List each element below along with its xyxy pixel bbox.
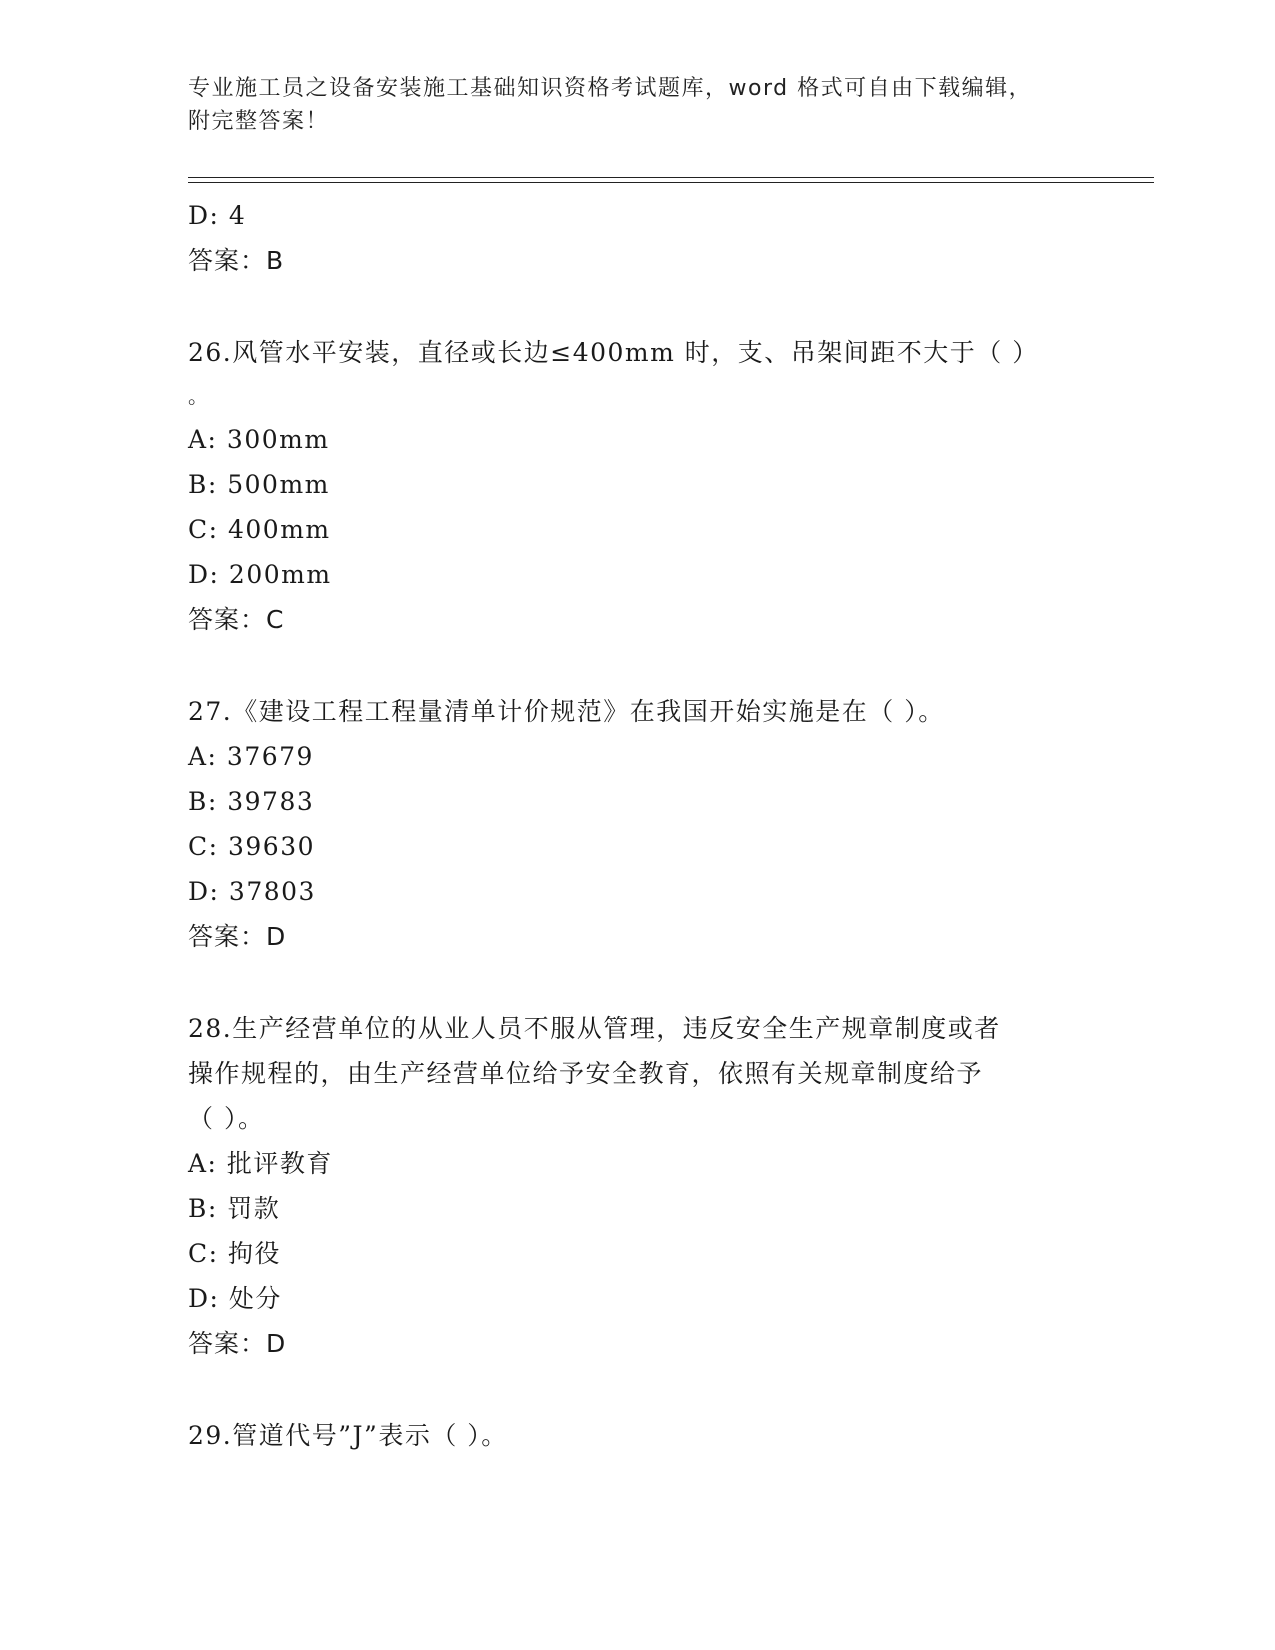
- spacer: [188, 642, 1088, 689]
- question-28: [188, 1006, 1088, 1366]
- document-header: [188, 72, 1068, 138]
- spacer: [188, 283, 1088, 330]
- option-c: C: 400mm: [188, 515, 331, 544]
- answer-line: 答案：C: [188, 605, 285, 634]
- question-text-cont: 。: [188, 384, 210, 408]
- question-27: [188, 689, 1088, 959]
- answer-line: 答案：D: [188, 922, 287, 951]
- header-rule-top: [188, 177, 1154, 178]
- question-text: 26.风管水平安装，直径或长边≤400mm 时，支、吊架间距不大于（ ）: [188, 338, 1039, 367]
- question-text: 27.《建设工程工程量清单计价规范》在我国开始实施是在（ ）。: [188, 697, 945, 726]
- option-b: B: 39783: [188, 787, 315, 816]
- header-rule-bottom: [188, 182, 1154, 183]
- question-text-cont: 操作规程的，由生产经营单位给予安全教育，依照有关规章制度给予: [188, 1059, 984, 1088]
- question-26: [188, 330, 1088, 642]
- question-29: [188, 1413, 1088, 1458]
- option-c: C: 拘役: [188, 1239, 281, 1268]
- option-d: D: 37803: [188, 877, 316, 906]
- answer-line: 答案：B: [188, 246, 285, 275]
- question-text: 28.生产经营单位的从业人员不服从管理，违反安全生产规章制度或者: [188, 1014, 1001, 1043]
- spacer: [188, 959, 1088, 1006]
- question-list: [188, 193, 1088, 1458]
- answer-line: 答案：D: [188, 1329, 287, 1358]
- option-b: B: 罚款: [188, 1194, 281, 1223]
- option-d: D: 200mm: [188, 560, 332, 589]
- question-text-cont: （ ）。: [188, 1104, 265, 1133]
- option-a: A: 批评教育: [188, 1149, 333, 1178]
- spacer: [188, 1366, 1088, 1413]
- option-c: C: 39630: [188, 832, 316, 861]
- header-line-2: 附完整答案！: [188, 109, 330, 134]
- option-b: B: 500mm: [188, 470, 330, 499]
- option-a: A: 300mm: [188, 425, 330, 454]
- option-d: D: 4: [188, 201, 247, 230]
- option-a: A: 37679: [188, 742, 314, 771]
- header-line-1: 专业施工员之设备安装施工基础知识资格考试题库，word 格式可自由下载编辑，: [188, 76, 1033, 101]
- question-text: 29.管道代号”J”表示（ ）。: [188, 1421, 508, 1450]
- option-d: D: 处分: [188, 1284, 282, 1313]
